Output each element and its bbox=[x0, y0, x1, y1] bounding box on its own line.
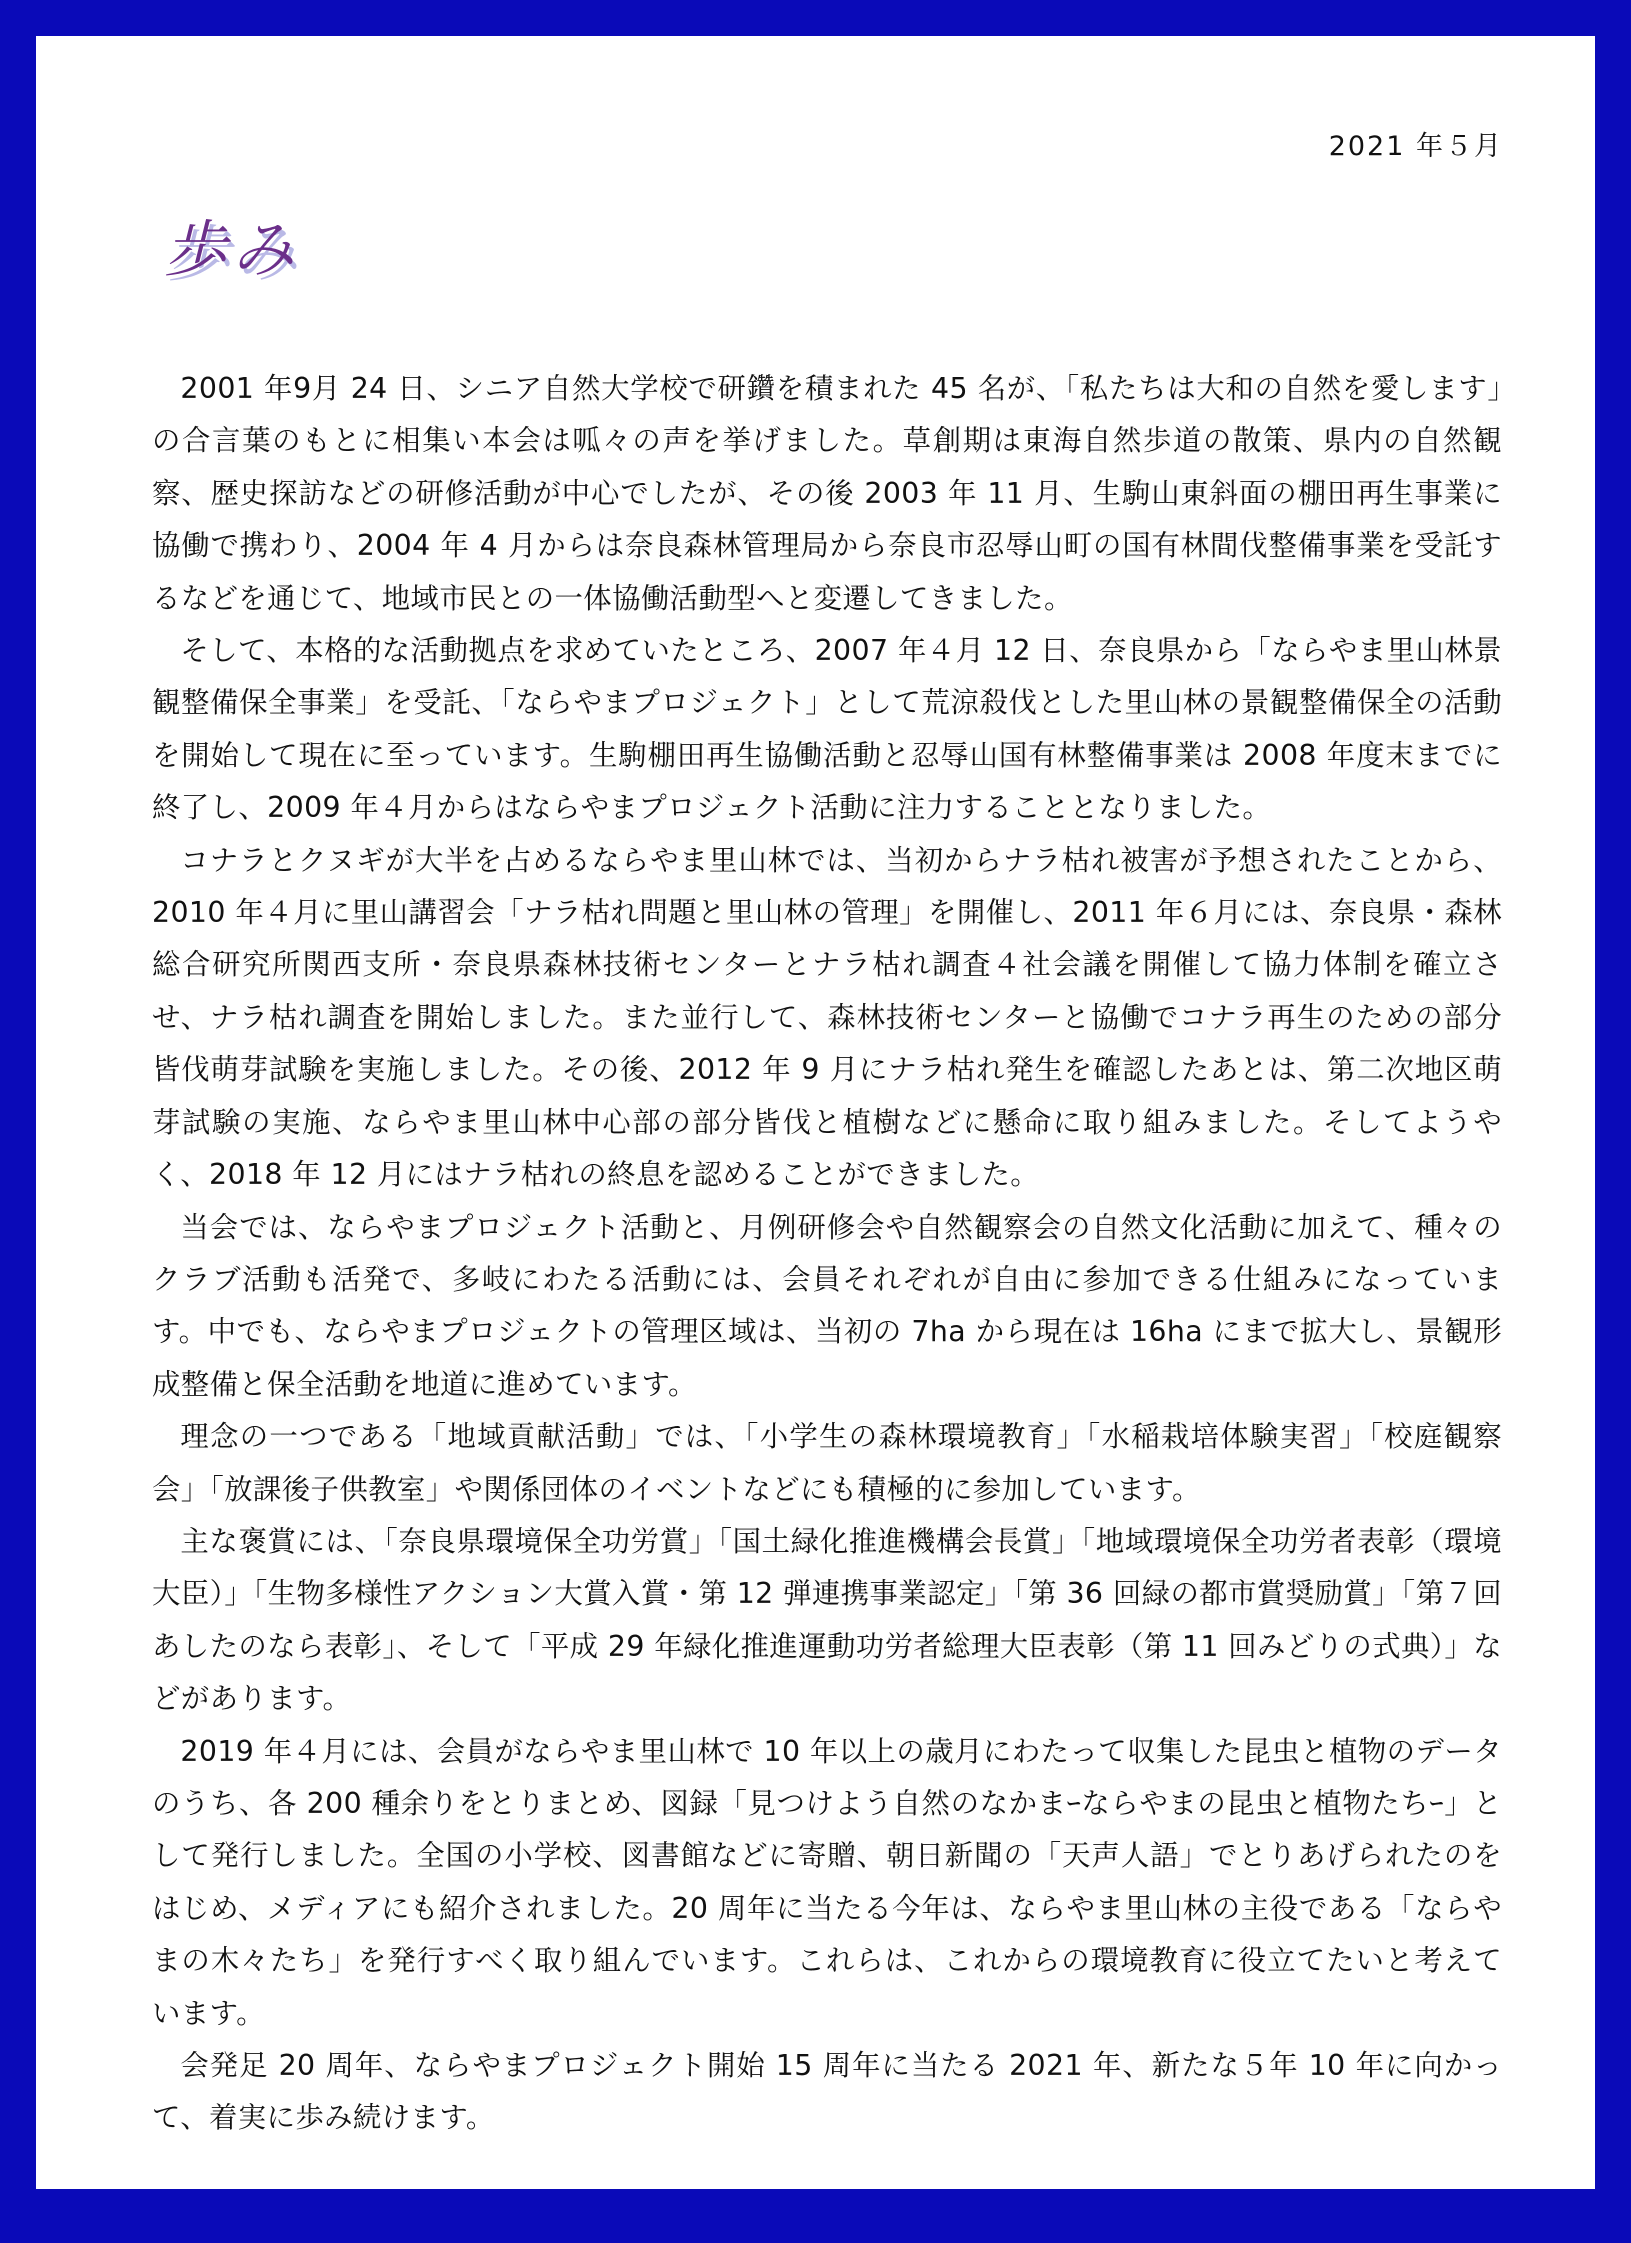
paragraph-awards: 主な褒賞には、「奈良県環境保全功労賞」「国土緑化推進機構会長賞」「地域環境保全功労者表彰（環境大臣）」「生物多様性アクション大賞入賞・第 12 弾連携事業認定」「第 36 回緑の都市賞奨励賞」「第７回あしたのなら表彰」、そして「平成 29 年緑化推進運動功労者総理大臣表彰（第 11 回みどりの式典）」などがあります。 bbox=[152, 1524, 1502, 1716]
paragraph-founding: 2001 年9月 24 日、シニア自然大学校で研鑽を積まれた 45 名が、「私たちは大和の自然を愛します」の合言葉のもとに相集い本会は呱々の声を挙げました。草創期は東海自然歩道の散策、県内の自然観察、歴史探訪などの研修活動が中心でしたが、その後 2003 年 11 月、生駒山東斜面の棚田再生事業に協働で携わり、2004 年 4 月からは奈良森林管理局から奈良市忍辱山町の国有林間伐整備事業を受託するなどを通じて、地域市民との一体協働活動型へと変遷してきました。 bbox=[152, 372, 1502, 615]
paragraph-oak-wilt: コナラとクヌギが大半を占めるならやま里山林では、当初からナラ枯れ被害が予想されたことから、2010 年４月に里山講習会「ナラ枯れ問題と里山林の管理」を開催し、2011 年６月には、奈良県・森林総合研究所関西支所・奈良県森林技術センターとナラ枯れ調査４社会議を開催して協力体制を確立させ、ナラ枯れ調査を開始しました。また並行して、森林技術センターと協働でコナラ再生のための部分皆伐萌芽試験を実施しました。その後、2012 年 9 月にナラ枯れ発生を確認したあとは、第二次地区萌芽試験の実施、ならやま里山林中心部の部分皆伐と植樹などに懸命に取り組みました。そしてようやく、2018 年 12 月にはナラ枯れの終息を認めることができました。 bbox=[152, 843, 1502, 1192]
paragraph-club-activities: 当会では、ならやまプロジェクト活動と、月例研修会や自然観察会の自然文化活動に加えて、種々のクラブ活動も活発で、多岐にわたる活動には、会員それぞれが自由に参加できる仕組みになっています。中でも、ならやまプロジェクトの管理区域は、当初の 7ha から現在は 16ha にまで拡大し、景観形成整備と保全活動を地道に進めています。 bbox=[152, 1210, 1502, 1401]
document-page bbox=[36, 36, 1595, 2189]
paragraph-anniversary: 会発足 20 周年、ならやまプロジェクト開始 15 周年に当たる 2021 年、新たな５年 10 年に向かって、着実に歩み続けます。 bbox=[152, 2049, 1502, 2135]
paragraph-community-contribution: 理念の一つである「地域貢献活動」では、「小学生の森林環境教育」「水稲栽培体験実習」「校庭観察会」「放課後子供教室」や関係団体のイベントなどにも積極的に参加しています。 bbox=[152, 1420, 1502, 1506]
paragraph-naraya-project: そして、本格的な活動拠点を求めていたところ、2007 年４月 12 日、奈良県から「ならやま里山林景観整備保全事業」を受託、「ならやまプロジェクト」として荒涼殺伐とした里山林の景観整備保全の活動を開始して現在に至っています。生駒棚田再生協働活動と忍辱山国有林整備事業は 2008 年度末までに終了し、2009 年４月からはならやまプロジェクト活動に注力することとなりました。 bbox=[152, 634, 1502, 825]
document-date: 2021 年５月 bbox=[1328, 131, 1503, 162]
paragraph-publications: 2019 年４月には、会員がならやま里山林で 10 年以上の歳月にわたって収集した昆虫と植物のデータのうち、各 200 種余りをとりまとめ、図録「見つけよう自然のなかまｰならやまの昆虫と植物たちｰ」として発行しました。全国の小学校、図書館などに寄贈、朝日新聞の「天声人語」でとりあげられたのをはじめ、メディアにも紹介されました。20 周年に当たる今年は、ならやま里山林の主役である「ならやまの木々たち」を発行すべく取り組んでいます。これらは、これからの環境教育に役立てたいと考えています。 bbox=[152, 1734, 1502, 2030]
document-title: 歩み bbox=[164, 213, 301, 286]
document-body bbox=[152, 363, 1502, 2145]
